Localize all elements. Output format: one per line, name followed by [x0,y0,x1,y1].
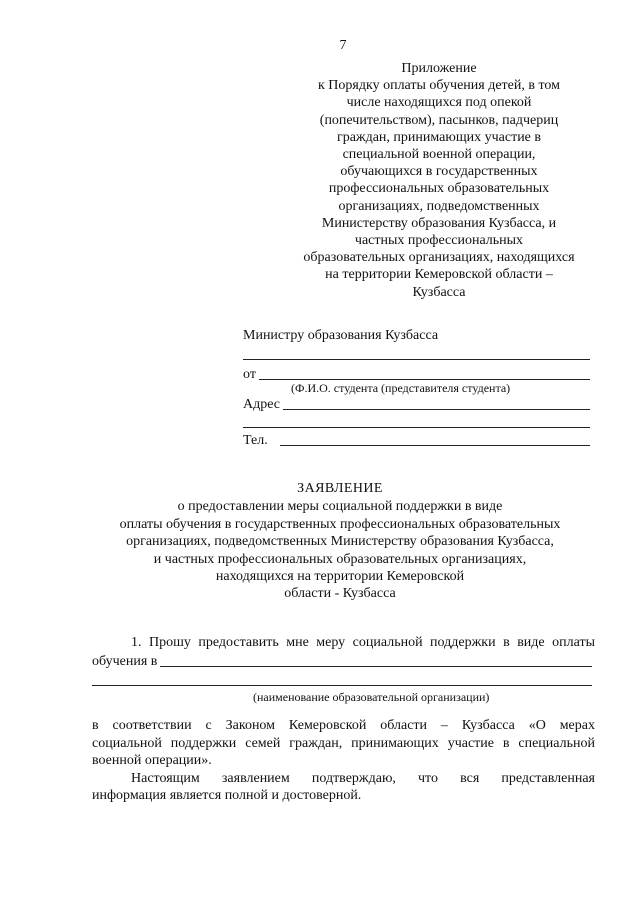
paragraph-2 [92,717,595,805]
education-org-blank-line[interactable] [92,685,592,686]
statement-subtitle-line: находящихся на территории Кемеровской [215,569,465,585]
appendix-line: Приложение [401,61,477,76]
statement-heading: ЗАЯВЛЕНИЕ [297,481,383,496]
paragraph-2-line: военной операции». [92,753,212,769]
appendix-line: Кузбасса [412,284,466,300]
appendix-line: профессиональных образовательных [328,181,550,197]
paragraph-1-line-1: 1. Прошу предоставить мне меру социальной поддержки в виде оплаты [131,635,595,650]
paragraph-3-line: Настоящим заявлением подтверждаю, что вся представленная [131,770,595,786]
from-caption: (Ф.И.О. студента (представителя студента) [291,381,511,395]
from-field[interactable] [243,363,590,383]
paragraph-2-line: в соответствии с Законом Кемеровской области – Кузбасса «О мерах [92,718,595,733]
statement-subtitle-line: и частных профессиональных образовательных организациях, [153,551,527,567]
education-org-caption: (наименование образовательной организации) [253,690,490,704]
appendix-line: (попечительством), пасынков, падчериц [319,112,559,128]
phone-input-line[interactable] [280,445,590,446]
statement-subtitle-line: области - Кузбасса [284,586,396,602]
paragraph-3-line: информация является полной и достоверной. [92,788,362,804]
appendix-line: к Порядку оплаты обучения детей, в том [318,78,560,94]
address-label: Адрес [243,397,281,412]
appendix-header [296,60,582,301]
statement-subtitle-line: оплаты обучения в государственных профессиональных образовательных [119,516,561,532]
statement-subtitle-line: о предоставлении меры социальной поддержки в виде [177,499,503,515]
from-input-line[interactable] [259,379,590,380]
address-input-line[interactable] [283,409,590,410]
address-blank-line[interactable] [243,427,590,428]
appendix-line: специальной военной операции, [342,147,536,163]
appendix-line: обучающихся в государственных [340,164,538,180]
paragraph-2-line: социальной поддержки семей граждан, принимающих участие в специальной [92,735,595,751]
phone-field[interactable] [243,429,590,449]
education-org-label: обучения в [92,654,158,669]
addressee-title: Министру образования Кузбасса [243,328,439,343]
address-field[interactable] [243,393,590,413]
education-org-input-line[interactable] [160,666,592,667]
appendix-line: образовательных организациях, находящихся [303,250,575,266]
appendix-line: граждан, принимающих участие в [336,129,542,145]
appendix-line: частных профессиональных [354,233,524,249]
statement-title-block [60,480,620,603]
page-number: 7 [339,38,347,53]
addressee-blank-line[interactable] [243,359,590,360]
education-org-field[interactable] [92,650,592,670]
appendix-line: организациях, подведомственных [338,198,540,214]
statement-subtitle-line: организациях, подведомственных Министерству образования Кузбасса, [126,534,554,550]
phone-label: Тел. [243,433,268,448]
appendix-line: числе находящихся под опекой [346,95,532,111]
from-label: от [243,367,256,382]
appendix-line: на территории Кемеровской области – [325,267,553,283]
appendix-line: Министерству образования Кузбасса, и [321,215,557,231]
